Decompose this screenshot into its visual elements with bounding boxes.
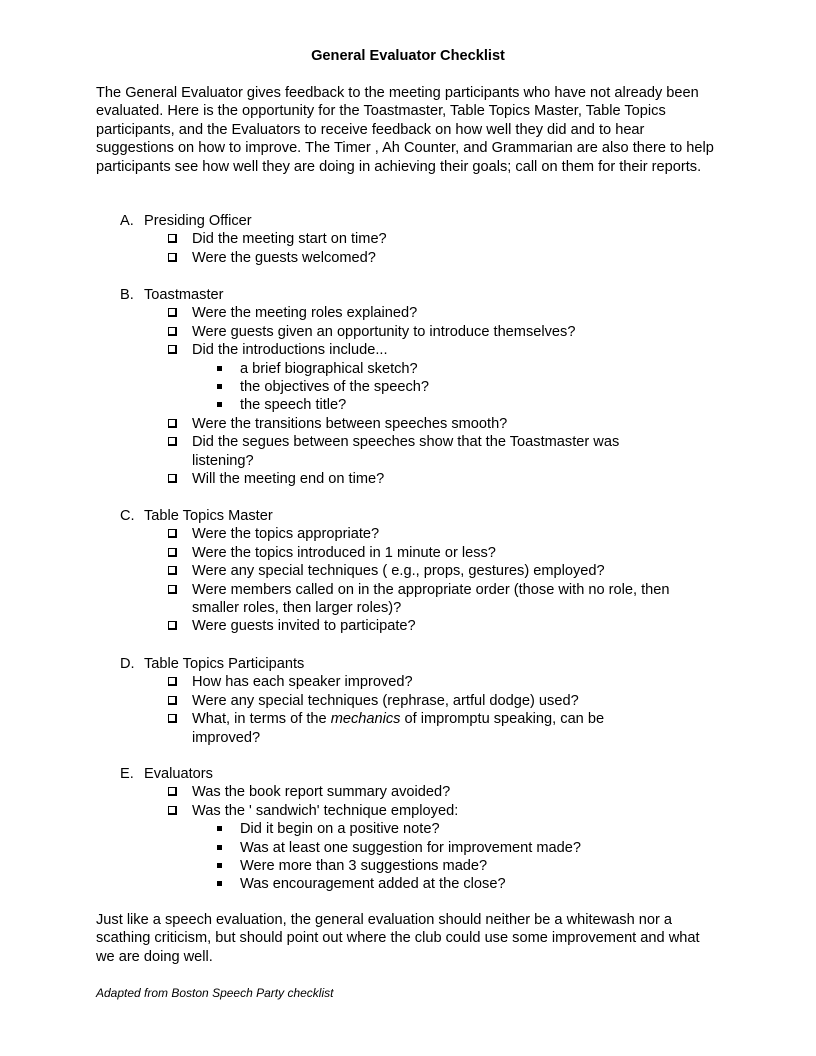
checkbox-icon[interactable] [168,714,177,723]
checklist-item-text: Did the introductions include... [192,342,388,359]
checkbox-icon[interactable] [168,548,177,557]
checkbox-icon[interactable] [168,696,177,705]
checklist-item[interactable] [120,249,720,267]
checklist-item-text: Were the topics appropriate? [192,526,380,543]
section-table-topics-master [120,507,720,636]
checklist-item[interactable] [120,673,720,691]
checklist-item[interactable] [120,415,720,433]
checkbox-icon[interactable] [168,585,177,594]
checklist-item-text: Were any special techniques (rephrase, artful dodge) used? [192,692,579,709]
checkbox-icon[interactable] [168,327,177,336]
checklist-item[interactable] [120,581,706,618]
bullet-item-text: the speech title? [240,397,347,414]
checkbox-icon[interactable] [168,566,177,575]
checklist-item[interactable] [120,323,720,341]
checkbox-icon[interactable] [168,419,177,428]
section-letter: C. [120,508,135,524]
section-label: Toastmaster [144,287,224,303]
checklist-item-text: Was the ' sandwich' technique employed: [192,802,459,819]
checklist-item-text: How has each speaker improved? [192,674,413,691]
section-letter: D. [120,656,135,672]
section-toastmaster [120,286,720,488]
bullet-item [120,875,720,893]
checklist-item[interactable] [120,230,720,248]
square-bullet-icon [217,881,222,886]
section-heading [120,765,720,783]
section-presiding-officer [120,212,720,267]
checklist-item-text: Were the topics introduced in 1 minute or less? [192,544,496,561]
section-heading [120,655,720,673]
checklist-item[interactable] [120,341,720,359]
bullet-item-text: Was encouragement added at the close? [240,876,506,893]
bullet-item [120,378,720,396]
checkbox-icon[interactable] [168,677,177,686]
checklist-item-text: What, in terms of the [192,711,331,728]
checklist-item[interactable] [120,710,648,747]
checkbox-icon[interactable] [168,806,177,815]
checkbox-icon[interactable] [168,234,177,243]
section-letter: A. [120,213,134,229]
checklist-item[interactable] [120,562,720,580]
bullet-item-text: Was at least one suggestion for improvement made? [240,839,581,856]
emphasis-text: mechanics [330,711,401,728]
checklist-item-text: Did the segues between speeches show that the Toastmaster was listening? [192,434,620,469]
bullet-item-text: a brief biographical sketch? [240,360,418,377]
square-bullet-icon [217,384,222,389]
document-title: General Evaluator Checklist [311,48,505,64]
bullet-item [120,396,720,414]
checklist-item-text: Were the meeting roles explained? [192,305,418,322]
checklist-item[interactable] [120,617,720,635]
checklist-item[interactable] [120,802,720,820]
checklist-item-text: Were the guests welcomed? [192,249,376,266]
square-bullet-icon [217,826,222,831]
checkbox-icon[interactable] [168,474,177,483]
checklist-item[interactable] [120,783,720,801]
section-table-topics-participants [120,655,720,747]
section-label: Evaluators [144,766,213,782]
square-bullet-icon [217,366,222,371]
checklist-item[interactable] [120,470,720,488]
checklist-item-text: Did the meeting start on time? [192,231,387,248]
section-label: Presiding Officer [144,213,252,229]
checkbox-icon[interactable] [168,621,177,630]
section-letter: B. [120,287,134,303]
checklist-item-text: Were any special techniques ( e.g., props, gestures) employed? [192,563,605,580]
checklist-item-text: Were guests given an opportunity to introduce themselves? [192,323,576,340]
checkbox-icon[interactable] [168,437,177,446]
checklist-item-text: Were the transitions between speeches smooth? [192,415,508,432]
checklist-item-text: Will the meeting end on time? [192,471,385,488]
checklist-item[interactable] [120,304,720,322]
bullet-item [120,839,720,857]
checkbox-icon[interactable] [168,787,177,796]
bullet-item [120,820,720,838]
checklist-item[interactable] [120,525,720,543]
checklist-item-text: of impromptu speaking, can be improved? [192,711,605,746]
checkbox-icon[interactable] [168,345,177,354]
credit-note: Adapted from Boston Speech Party checklist [96,986,334,1000]
section-label: Table Topics Master [144,508,273,524]
checklist-item[interactable] [120,433,648,470]
section-evaluators [120,765,720,894]
checklist-item-text: Were guests invited to participate? [192,618,416,635]
checklist-item[interactable] [120,544,720,562]
checklist-item[interactable] [120,692,720,710]
section-heading [120,212,720,230]
bullet-item [120,857,720,875]
checkbox-icon[interactable] [168,308,177,317]
checklist-item-text: Was the book report summary avoided? [192,784,451,801]
section-label: Table Topics Participants [144,656,305,672]
square-bullet-icon [217,863,222,868]
bullet-item-text: Were more than 3 suggestions made? [240,858,488,875]
checklist-item-text: Were members called on in the appropriate order (those with no role, then smaller roles, then larger roles)? [192,581,670,617]
square-bullet-icon [217,402,222,407]
checkbox-icon[interactable] [168,253,177,262]
closing-paragraph: Just like a speech evaluation, the general evaluation should neither be a whitewash nor a scathing criticism, but should point out where the club could use some improvement and what we are doing well. [96,912,700,965]
bullet-item-text: the objectives of the speech? [240,379,430,396]
checkbox-icon[interactable] [168,529,177,538]
bullet-item-text: Did it begin on a positive note? [240,821,440,838]
square-bullet-icon [217,845,222,850]
section-letter: E. [120,766,134,782]
intro-paragraph: The General Evaluator gives feedback to the meeting participants who have not already been evaluated. Here is the opportunity for the Toastmaster, Table Topics Master, Table Topics participants, and the Evaluators to receive feedback on how well they did and to hear suggestions on how to improve. The Timer , Ah Counter, and Grammarian are also there to help participants see how well they are doing in achieving their goals; call on them for their reports. [96,85,714,175]
section-heading [120,507,720,525]
section-heading [120,286,720,304]
bullet-item [120,360,720,378]
